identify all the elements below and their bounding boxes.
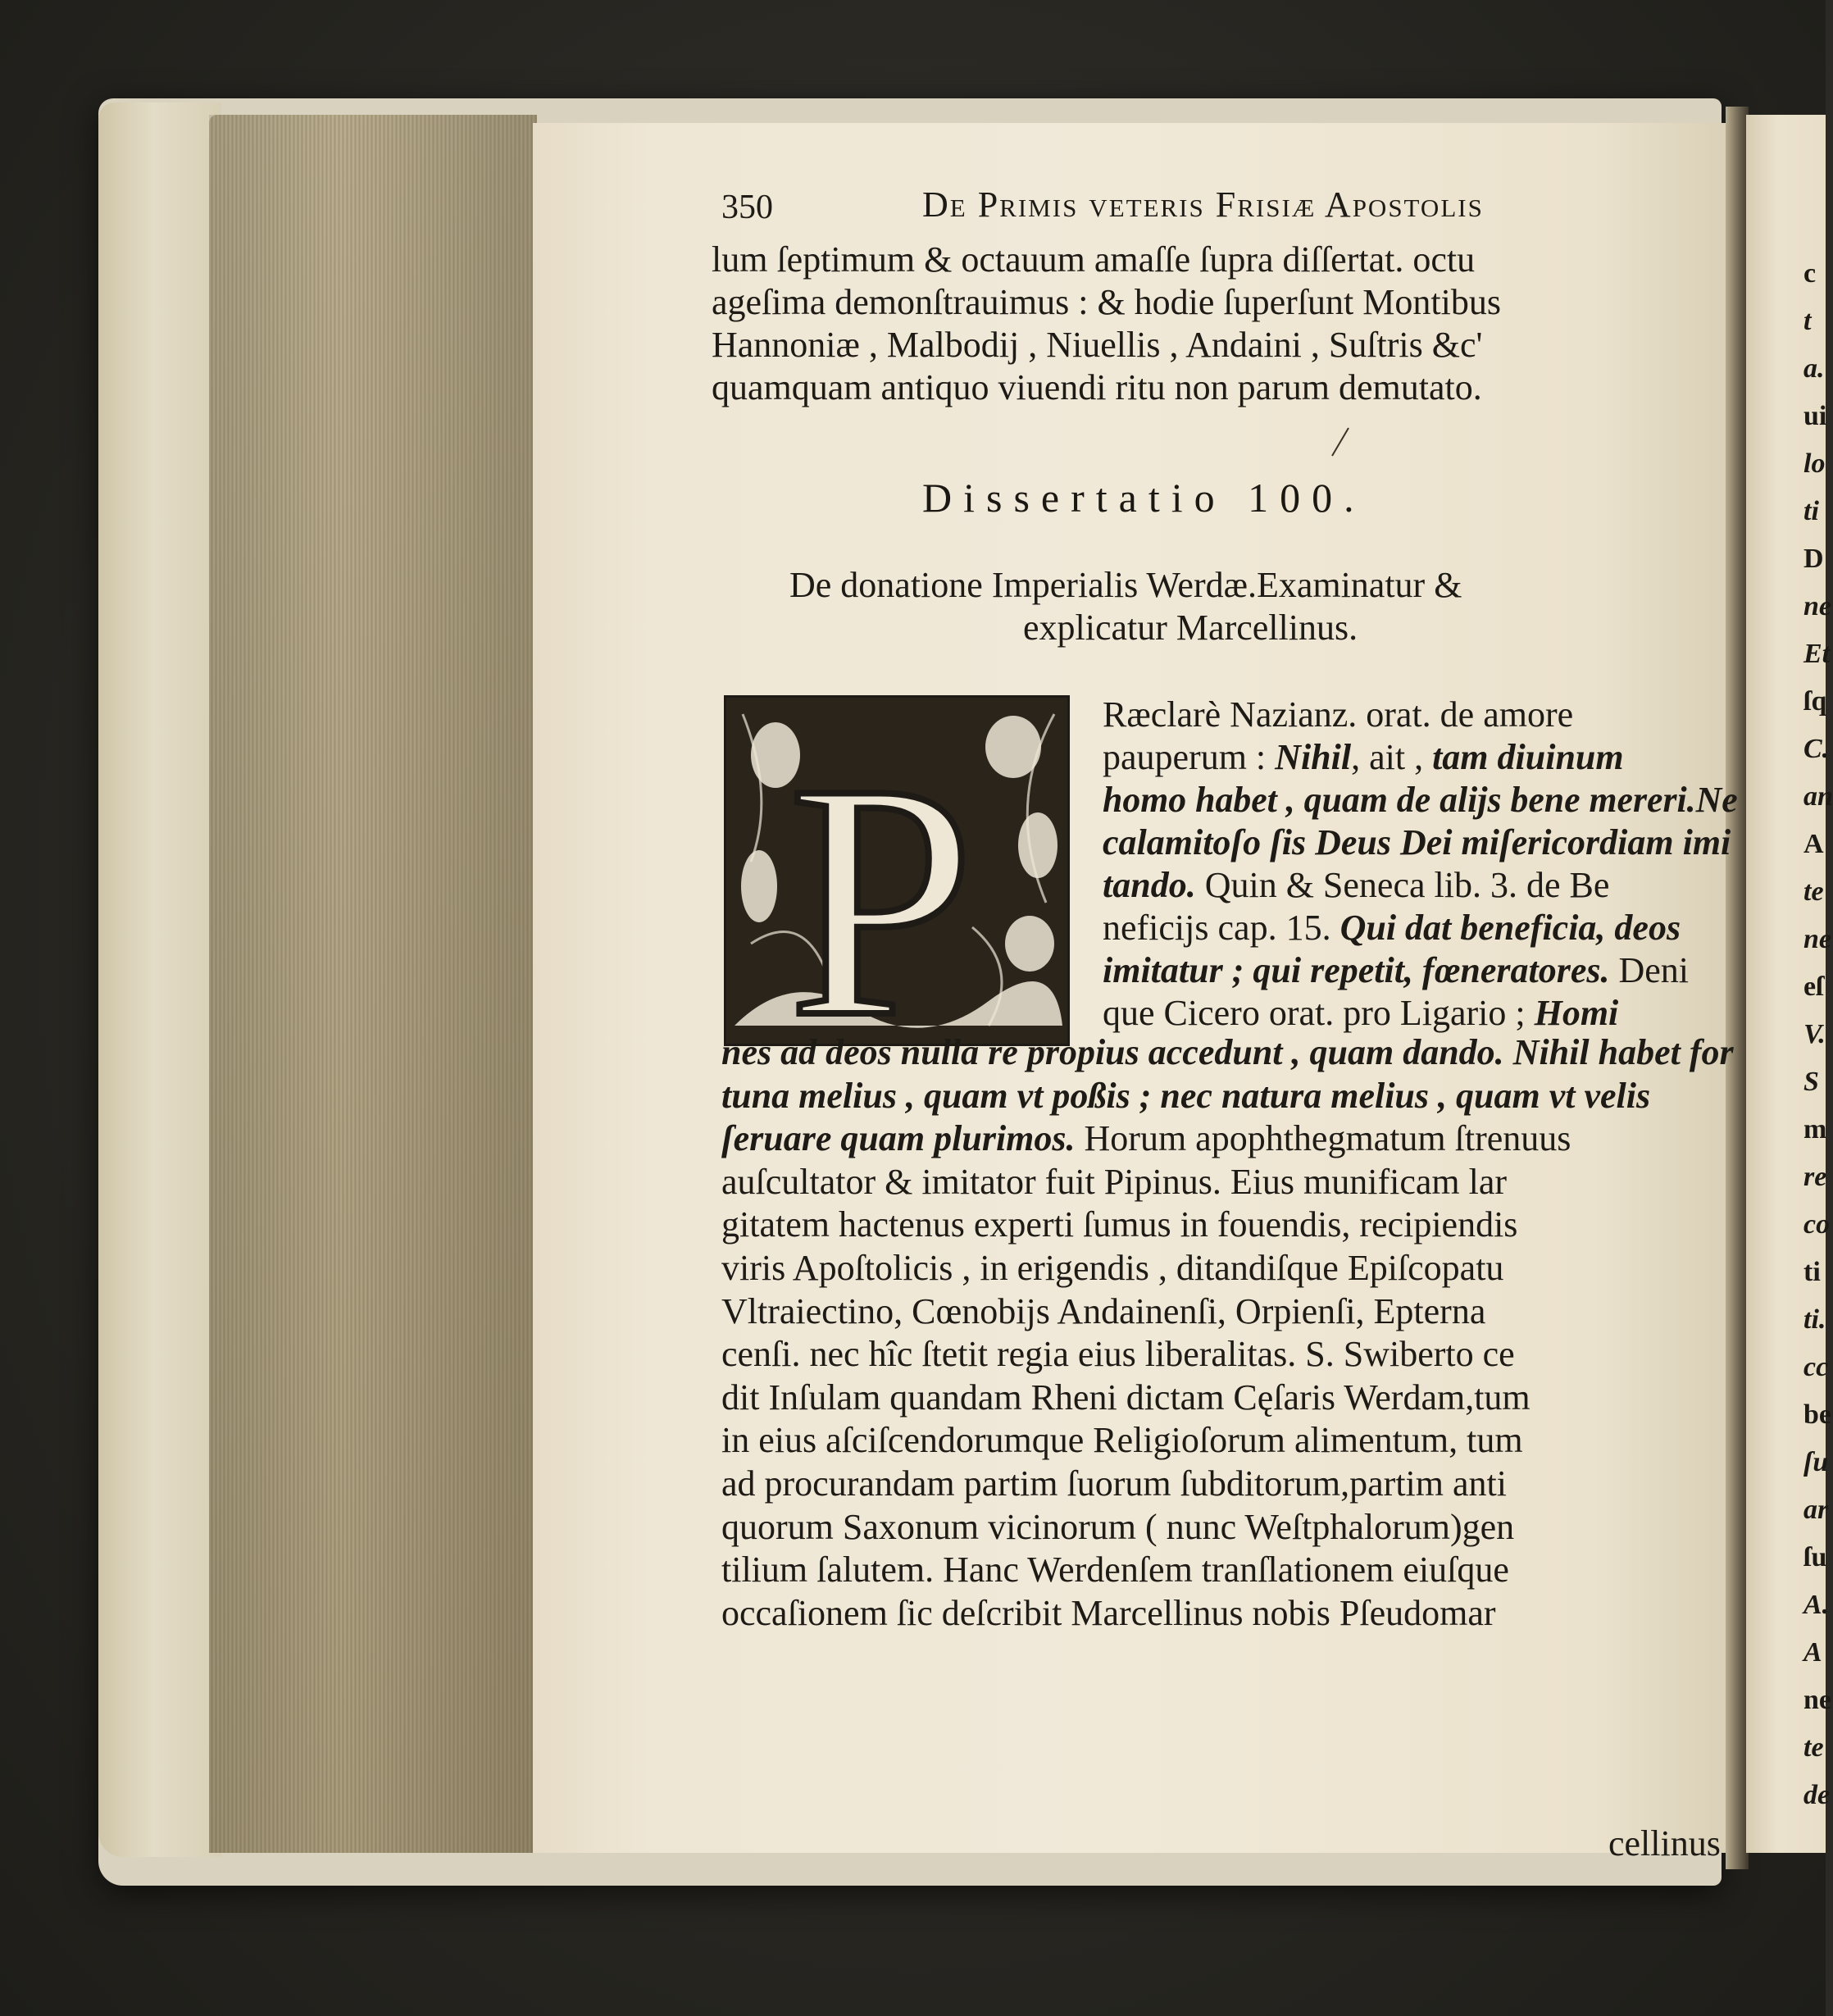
facing-page-fragment: A: [1803, 1637, 1822, 1668]
dissertation-heading: Dissertatio 100.: [922, 475, 1366, 521]
facing-page-fragment: co: [1803, 1209, 1831, 1240]
text-line: [1103, 910, 1681, 946]
facing-page-fragment: m: [1803, 1114, 1827, 1145]
facing-page-fragment: ſu: [1803, 1447, 1829, 1477]
roman-run: Quin & Seneca lib. 3. de Be: [1195, 865, 1610, 905]
text-line: [1103, 950, 1690, 990]
vellum-cover: [98, 102, 221, 1857]
text-line: [721, 1250, 1503, 1286]
text-line: ageſima demonſtrauimus : & hodie ſuperſunt Montibus: [712, 282, 1501, 322]
text-line: [721, 1463, 1507, 1504]
roman-run: dit Inſulam quandam Rheni dictam Cęſaris Werdam,tum: [721, 1377, 1531, 1418]
page-number: 350: [721, 189, 773, 226]
text-line: [721, 1592, 1496, 1633]
facing-page-fragment: V.: [1803, 1019, 1826, 1049]
text-line: [1103, 995, 1618, 1031]
facing-page-fragment: re: [1803, 1162, 1827, 1192]
roman-run: in eius aſciſcendorumque Religioſorum alimentum, tum: [721, 1420, 1523, 1461]
facing-page-fragment: t: [1803, 306, 1812, 336]
text-line: [721, 1550, 1509, 1591]
italic-run: Homi: [1534, 993, 1619, 1033]
facing-page-fragment: ne: [1803, 1685, 1831, 1715]
facing-page-fragment: ar: [1803, 1495, 1829, 1525]
italic-run: tando.: [1103, 865, 1196, 905]
italic-run: tam diuinum: [1432, 737, 1624, 777]
italic-run: Qui dat beneficia, deos: [1340, 908, 1681, 948]
gutter: [1726, 107, 1749, 1869]
facing-page-fragment: C.: [1803, 734, 1830, 764]
roman-run: ad procurandam partim ſuorum ſubditorum,partim anti: [721, 1463, 1507, 1504]
text-line: [721, 1118, 1571, 1159]
roman-run: Vltraiectino, Cœnobijs Andainenſi, Orpienſi, Epterna: [721, 1290, 1486, 1331]
roman-run: auſcultator & imitator fuit Pipinus. Eius munificam lar: [721, 1161, 1508, 1202]
roman-run: Deni: [1609, 950, 1690, 990]
roman-run: occaſionem ſic deſcribit Marcellinus nobis Pſeudomar: [721, 1592, 1496, 1633]
facing-page-fragment: ti: [1803, 1257, 1821, 1287]
italic-run: homo habet , quam de alijs bene mereri.Ne: [1103, 780, 1738, 820]
facing-page-fragment: a.: [1803, 353, 1825, 384]
roman-run: , ait ,: [1351, 737, 1433, 777]
text-line: [721, 1290, 1486, 1331]
text-line: [1103, 737, 1624, 777]
facing-page: [1746, 115, 1833, 1853]
text-line: [721, 1506, 1515, 1547]
facing-page-fragment: eſ: [1803, 972, 1824, 1002]
facing-page-fragment: ti.: [1803, 1304, 1826, 1335]
text-line: [1103, 694, 1574, 735]
italic-run: nes ad deos nulla re propius accedunt , quam dando. Nihil habet for: [721, 1032, 1734, 1072]
facing-page-fragment: an: [1803, 781, 1833, 812]
roman-run: gitatem hactenus experti ſumus in fouendis, recipiendis: [721, 1204, 1518, 1245]
text-line: [721, 1204, 1518, 1245]
initial-letter: P: [788, 714, 976, 1086]
text-line: [721, 1161, 1508, 1202]
facing-page-fragment: c: [1803, 258, 1817, 289]
facing-page-fragment: Et: [1803, 639, 1831, 669]
facing-page-fragment: ſq: [1803, 686, 1827, 717]
subtitle-line-1: De donatione Imperialis Werdæ.Examinatur &: [789, 565, 1462, 605]
subtitle-line-2: explicatur Marcellinus.: [1023, 608, 1358, 648]
facing-page-fragment: ſu: [1803, 1542, 1827, 1572]
facing-page-fragment: ui: [1803, 401, 1827, 431]
text-line: [721, 1334, 1515, 1375]
woodcut-initial: [724, 695, 1070, 1086]
text-line: [721, 1377, 1531, 1418]
facing-page-fragment: ti: [1803, 496, 1819, 526]
facing-page-fragment: lo: [1803, 448, 1826, 479]
facing-page-fragment: be: [1803, 1399, 1831, 1430]
facing-page-fragment: te: [1803, 876, 1824, 907]
roman-run: cenſi. nec hîc ſtetit regia eius liberalitas. S. Swiberto ce: [721, 1334, 1515, 1375]
facing-page-fragment: A: [1803, 829, 1824, 859]
roman-run: tilium ſalutem. Hanc Werdenſem tranſlationem eiuſque: [721, 1550, 1509, 1591]
roman-run: quorum Saxonum vicinorum ( nunc Weſtphalorum)gen: [721, 1506, 1515, 1547]
text-line: [1103, 867, 1609, 903]
italic-run: imitatur ; qui repetit, fœneratores.: [1103, 950, 1610, 990]
italic-run: ſeruare quam plurimos.: [721, 1118, 1076, 1159]
text-line: [721, 1032, 1734, 1072]
facing-page-fragment: A.: [1803, 1590, 1830, 1620]
facing-page-fragment: cc: [1803, 1352, 1829, 1382]
catchword: cellinus: [1608, 1823, 1721, 1864]
roman-run: Horum apophthegmatum ſtrenuus: [1075, 1118, 1571, 1159]
italic-run: tuna melius , quam vt poßis ; nec natura melius , quam vt velis: [721, 1075, 1651, 1116]
roman-run: que Cicero orat. pro Ligario ;: [1103, 993, 1535, 1033]
text-line: [1103, 822, 1731, 862]
roman-run: pauperum :: [1103, 737, 1276, 777]
roman-run: neficijs cap. 15.: [1103, 908, 1340, 948]
text-line: [721, 1422, 1523, 1459]
roman-run: viris Apoſtolicis , in erigendis , ditandiſque Epiſcopatu: [721, 1248, 1504, 1288]
text-line: [721, 1075, 1651, 1116]
text-line: lum ſeptimum & octauum amaſſe ſupra diſſertat. octu: [712, 239, 1476, 280]
facing-page-fragment: D: [1803, 544, 1824, 574]
italic-run: calamitoſo ſis Deus Dei miſericordiam imi: [1103, 822, 1731, 862]
facing-page-fragment: de: [1803, 1780, 1831, 1810]
text-line: quamquam antiquo viuendi ritu non parum demutato.: [712, 367, 1482, 407]
pen-mark: [1328, 426, 1353, 463]
facing-page-fragment: te: [1803, 1732, 1824, 1763]
roman-run: Ræclarè Nazianz. orat. de amore: [1103, 694, 1574, 735]
text-line: [1103, 782, 1738, 818]
facing-page-fragment: ne: [1803, 591, 1831, 621]
running-title: De Primis veteris Frisiæ Apostolis: [922, 184, 1484, 225]
facing-page-fragment: ne: [1803, 924, 1831, 954]
facing-page-fragment: S: [1803, 1067, 1819, 1097]
text-line: Hannoniæ , Malbodij , Niuellis , Andaini , Suſtris &c': [712, 325, 1483, 365]
italic-run: Nihil: [1275, 737, 1352, 777]
